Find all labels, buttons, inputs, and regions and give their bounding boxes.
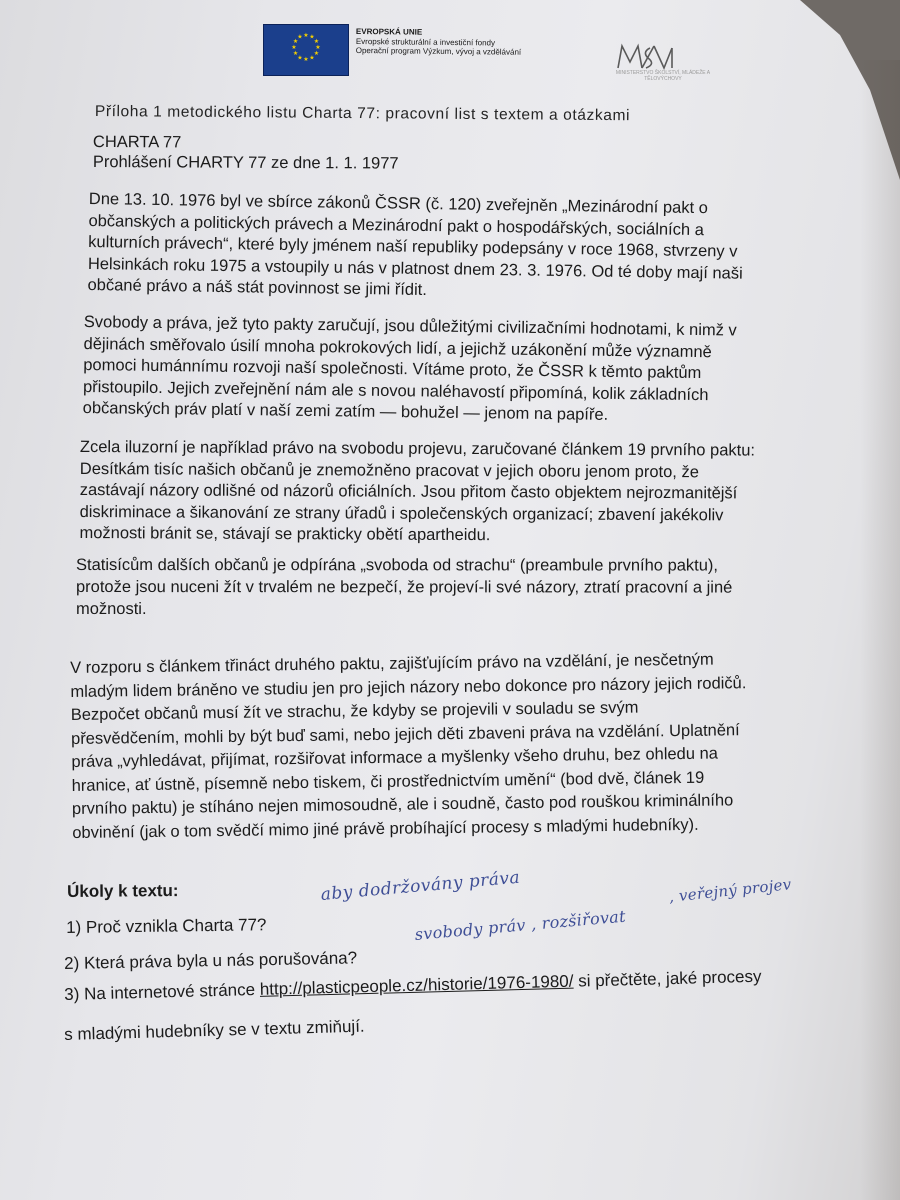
paragraph-line: občané právo a náš stát povinnost se jimi řídit. (87, 275, 428, 300)
paragraph-line: Desítkám tisíc našich občanů je znemožněno pracovat v jejich oboru jenom proto, že (79, 459, 699, 481)
question-3-suffix: si přečtěte, jaké procesy (577, 966, 762, 991)
paragraph-5 (70, 648, 748, 845)
paragraph-line: Dne 13. 10. 1976 byl ve sbírce zákonů ČSSR (č. 120) zveřejněn „Mezinárodní pakt o (88, 189, 709, 218)
paragraph-line: občanských a politických právech a Mezinárodní pakt o hospodářských, sociálních a (88, 211, 705, 239)
paragraph-line: mladým lidem bráněno ve studiu jen pro jejich názory nebo dokonce pro názory jejich rodičů. (70, 673, 747, 701)
eu-funding-text (356, 27, 522, 57)
attachment-line: Příloha 1 metodického listu Charta 77: pracovní list s textem a otázkami (94, 103, 631, 125)
paragraph-3 (79, 437, 755, 548)
svg-text:★: ★ (291, 44, 297, 51)
paragraph-line: zastávají názory odlišné od názorů oficiálních. Jsou přitom často objektem nejrozmanitější (79, 480, 738, 503)
ministry-caption: MINISTERSTVO ŠKOLSTVÍ, MLÁDEŽE A TĚLOVÝCHOVY (615, 70, 711, 82)
paragraph-line: pomoci humánnímu rozvoji naší společnosti. Vítáme proto, že ČSSR k těmto paktům (83, 355, 702, 383)
svg-text:★: ★ (313, 38, 320, 45)
document-title: CHARTA 77 (92, 132, 182, 152)
paragraph-line: přesvědčením, mohli by být buď sami, nebo jejich děti zbaveni práva na vzdělání. Uplatnění (70, 720, 740, 748)
handwritten-answer-2: svobody práv , rozšiřovat (414, 906, 627, 944)
paragraph-line: dějinách směřovalo úsilí mnoha pokrokových lidí, a jejichž uzákonění může významně (83, 334, 712, 361)
svg-text:★: ★ (297, 33, 303, 41)
svg-text:★: ★ (297, 54, 303, 62)
question-2: 2) Která práva byla u nás porušována? (64, 948, 358, 973)
tasks-heading: Úkoly k textu: (67, 881, 179, 901)
paragraph-1 (87, 189, 743, 306)
paragraph-line: možnosti. (75, 600, 147, 619)
svg-text:★: ★ (313, 50, 320, 57)
svg-text:★: ★ (303, 56, 309, 63)
paragraph-line: prvního paktu) je stíháno nejen mimosoudně, ale i soudně, často pod rouškou kriminálního (71, 791, 734, 818)
paragraph-line: Statisícům dalších občanů je odpírána „svoboda od strachu“ (preambule prvního paktu), (75, 556, 719, 575)
paragraph-line: přistoupilo. Jejich zveřejnění nám ale s novou naléhavostí připomíná, kolik základních (82, 377, 709, 404)
svg-text:★: ★ (292, 50, 299, 57)
svg-text:★: ★ (292, 38, 299, 45)
paper-shadow (860, 60, 900, 1200)
svg-text:★: ★ (309, 54, 315, 62)
paragraph-line: práva „vyhledávat, přijímat, rozšiřovat informace a myšlenky všeho druhu, bez ohledu na (71, 744, 718, 771)
paragraph-line: občanských práv platí v naší zemi zatím — bohužel — jenom na papíře. (82, 398, 609, 424)
paragraph-line: Bezpočet občanů musí žít ve strachu, že kdyby se projevili v souladu se svým (70, 698, 639, 724)
question-3-prefix: 3) Na internetové stránce (64, 980, 256, 1004)
paragraph-line: V rozporu s článkem třináct druhého paktu, zajišťujícím právo na vzdělání, je nesčetným (70, 650, 714, 677)
svg-text:★: ★ (303, 32, 309, 39)
paragraph-line: Helsinkách roku 1975 a vstoupily u nás v platnost dnem 23. 3. 1976. Od té doby mají naši (87, 254, 743, 283)
svg-text:★: ★ (315, 44, 321, 51)
paragraph-2 (83, 312, 737, 428)
document-title-block (93, 132, 399, 174)
handwritten-answer-2-continuation: , veřejný projev (668, 875, 793, 906)
handwritten-answer-1: aby dodržovány práva (320, 867, 521, 905)
paragraph-line: možnosti bránit se, stávají se prakticky obětí apartheidu. (79, 523, 491, 545)
eu-title: EVROPSKÁ UNIE (355, 27, 423, 37)
document-subtitle: Prohlášení CHARTY 77 ze dne 1. 1. 1977 (92, 152, 399, 173)
paragraph-line: kulturních právech“, které byly jménem naší republiky podepsány v roce 1968, stvrzeny v (88, 232, 738, 261)
paragraph-line: obvinění (jak o tom svědčí mimo jiné právě probíhající procesy s mladými hudebníky). (72, 815, 699, 842)
paragraph-4 (76, 554, 732, 621)
plasticpeople-link[interactable]: http://plasticpeople.cz/historie/1976-1980/ (259, 971, 574, 999)
paragraph-line: protože jsou nuceni žít v trvalém ne bezpečí, že projeví-li své názory, ztratí pracovní a jiné (75, 578, 733, 597)
svg-text:★: ★ (309, 33, 315, 41)
eu-funds-line: Evropské strukturální a investiční fondy (355, 36, 496, 47)
eu-stars-icon (264, 25, 348, 75)
eu-flag-logo (263, 24, 349, 76)
question-1: 1) Proč vznikla Charta 77? (66, 915, 267, 937)
paragraph-line: Svobody a práva, jež tyto pakty zaručují, jsou důležitými civilizačními hodnotami, k nimž v (83, 312, 737, 340)
paragraph-line: diskriminace a šikanování ze strany úřadů i společenských organizací; zbavení jakékoliv (79, 502, 724, 524)
question-3-continuation: s mladými hudebníky se v textu zmiňují. (64, 1016, 365, 1044)
paragraph-line: Zcela iluzorní je například právo na svobodu projevu, zaručované článkem 19 prvního paktu: (79, 438, 756, 460)
paragraph-line: hranice, ať ústně, písemně nebo tiskem, či prostřednictvím umění“ (bod dvě, článek 19 (71, 768, 705, 795)
eu-programme-line: Operační program Výzkum, vývoj a vzdělávání (355, 45, 522, 57)
